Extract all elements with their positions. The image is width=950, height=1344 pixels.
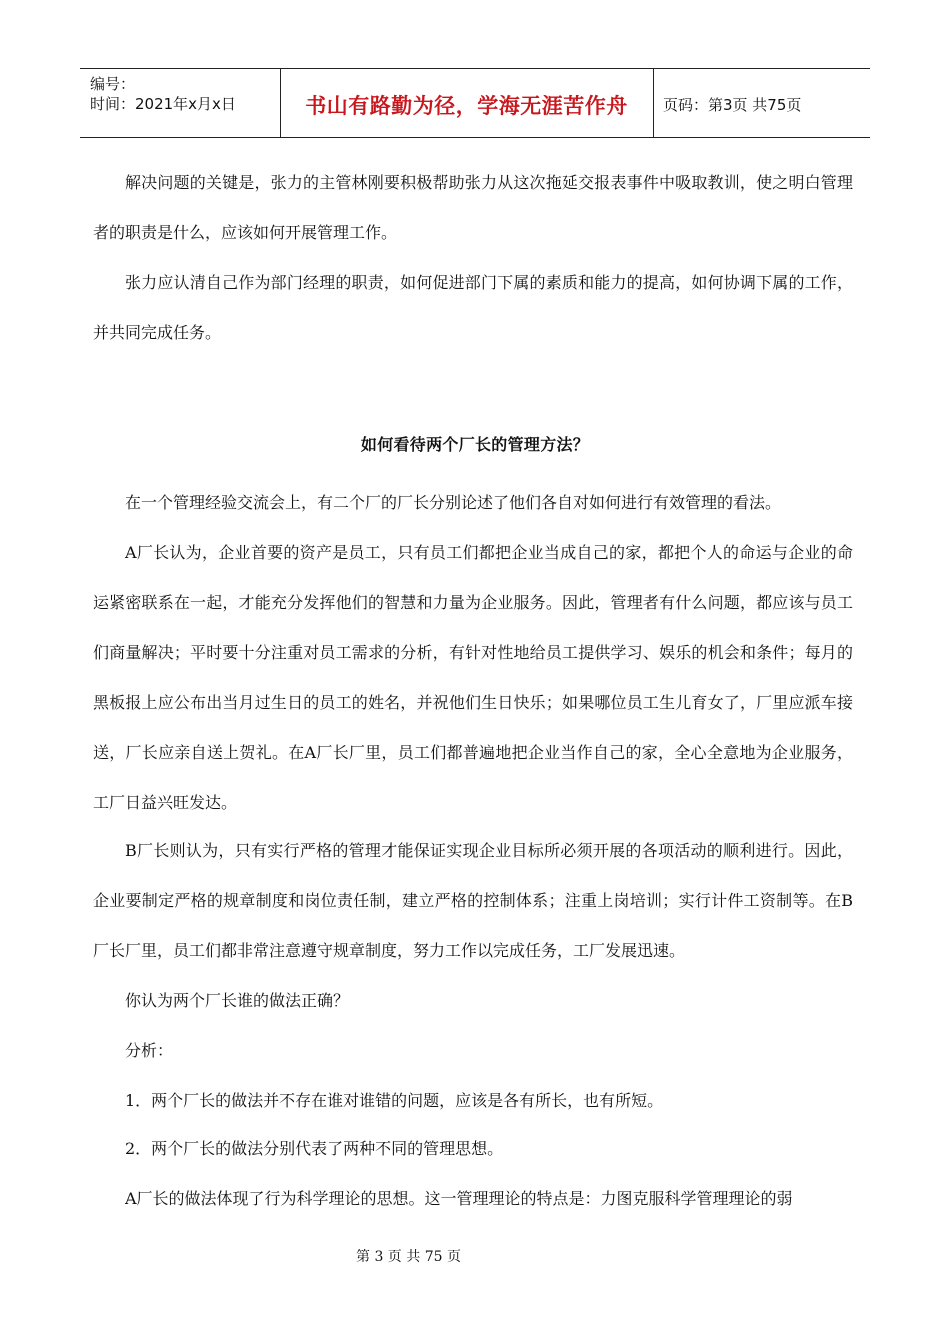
paragraph-question: 你认为两个厂长谁的做法正确？ xyxy=(125,991,350,1010)
analysis-point-1: 1．两个厂长的做法并不存在谁对谁错的问题，应该是各有所长，也有所短。 xyxy=(125,1091,664,1110)
paragraph-key-to-problem: 解决问题的关键是，张力的主管林刚要积极帮助张力从这次拖延交报表事件中吸取教训，使之明白管理者的职责是什么，应该如何开展管理工作。 xyxy=(93,173,853,242)
paragraph-factory-a: A厂长认为，企业首要的资产是员工，只有员工们都把企业当成自己的家，都把个人的命运与企业的命运紧密联系在一起，才能充分发挥他们的智慧和力量为企业服务。因此，管理者有什么问题，都应该与员工们商量解决；平时要十分注重对员工需求的分析，有针对性地给员工提供学习、娱乐的机会和条件；每月的黑板报上应公布出当月过生日的员工的姓名，并祝他们生日快乐；如果哪位员工生儿育女了，厂里应派车接送，厂长应亲自送上贺礼。在A厂长厂里，员工们都普遍地把企业当作自己的家，全心全意地为企业服务，工厂日益兴旺发达。 xyxy=(93,543,853,812)
section-title: 如何看待两个厂长的管理方法？ xyxy=(360,435,590,454)
paragraph-factory-a-theory: A厂长的做法体现了行为科学理论的思想。这一管理理论的特点是：力图克服科学管理理论的弱 xyxy=(125,1189,793,1208)
paragraph-zhangli-duties: 张力应认清自己作为部门经理的职责，如何促进部门下属的素质和能力的提高，如何协调下属的工作，并共同完成任务。 xyxy=(93,273,853,342)
analysis-point-2: 2．两个厂长的做法分别代表了两种不同的管理思想。 xyxy=(125,1139,504,1158)
header-page-code: 页码：第3页 共75页 xyxy=(663,96,802,114)
header-middle-cell xyxy=(280,69,654,137)
document-number-label: 编号： xyxy=(90,75,136,93)
header-motto: 书山有路勤为径，学海无涯苦作舟 xyxy=(305,94,628,118)
page-footer: 第 3 页 共 75 页 xyxy=(356,1249,461,1265)
page-header xyxy=(80,68,870,138)
paragraph-intro: 在一个管理经验交流会上，有二个厂的厂长分别论述了他们各自对如何进行有效管理的看法。 xyxy=(125,493,782,512)
paragraph-factory-b: B厂长则认为，只有实行严格的管理才能保证实现企业目标所必须开展的各项活动的顺利进行。因此，企业要制定严格的规章制度和岗位责任制，建立严格的控制体系；注重上岗培训；实行计件工资制等。在B厂长厂里，员工们都非常注意遵守规章制度，努力工作以完成任务，工厂发展迅速。 xyxy=(93,841,853,960)
header-right-cell xyxy=(653,69,870,137)
paragraph-analysis-label: 分析： xyxy=(125,1041,174,1060)
header-left-cell xyxy=(80,69,281,137)
document-date-label: 时间：2021年x月x日 xyxy=(90,95,236,113)
